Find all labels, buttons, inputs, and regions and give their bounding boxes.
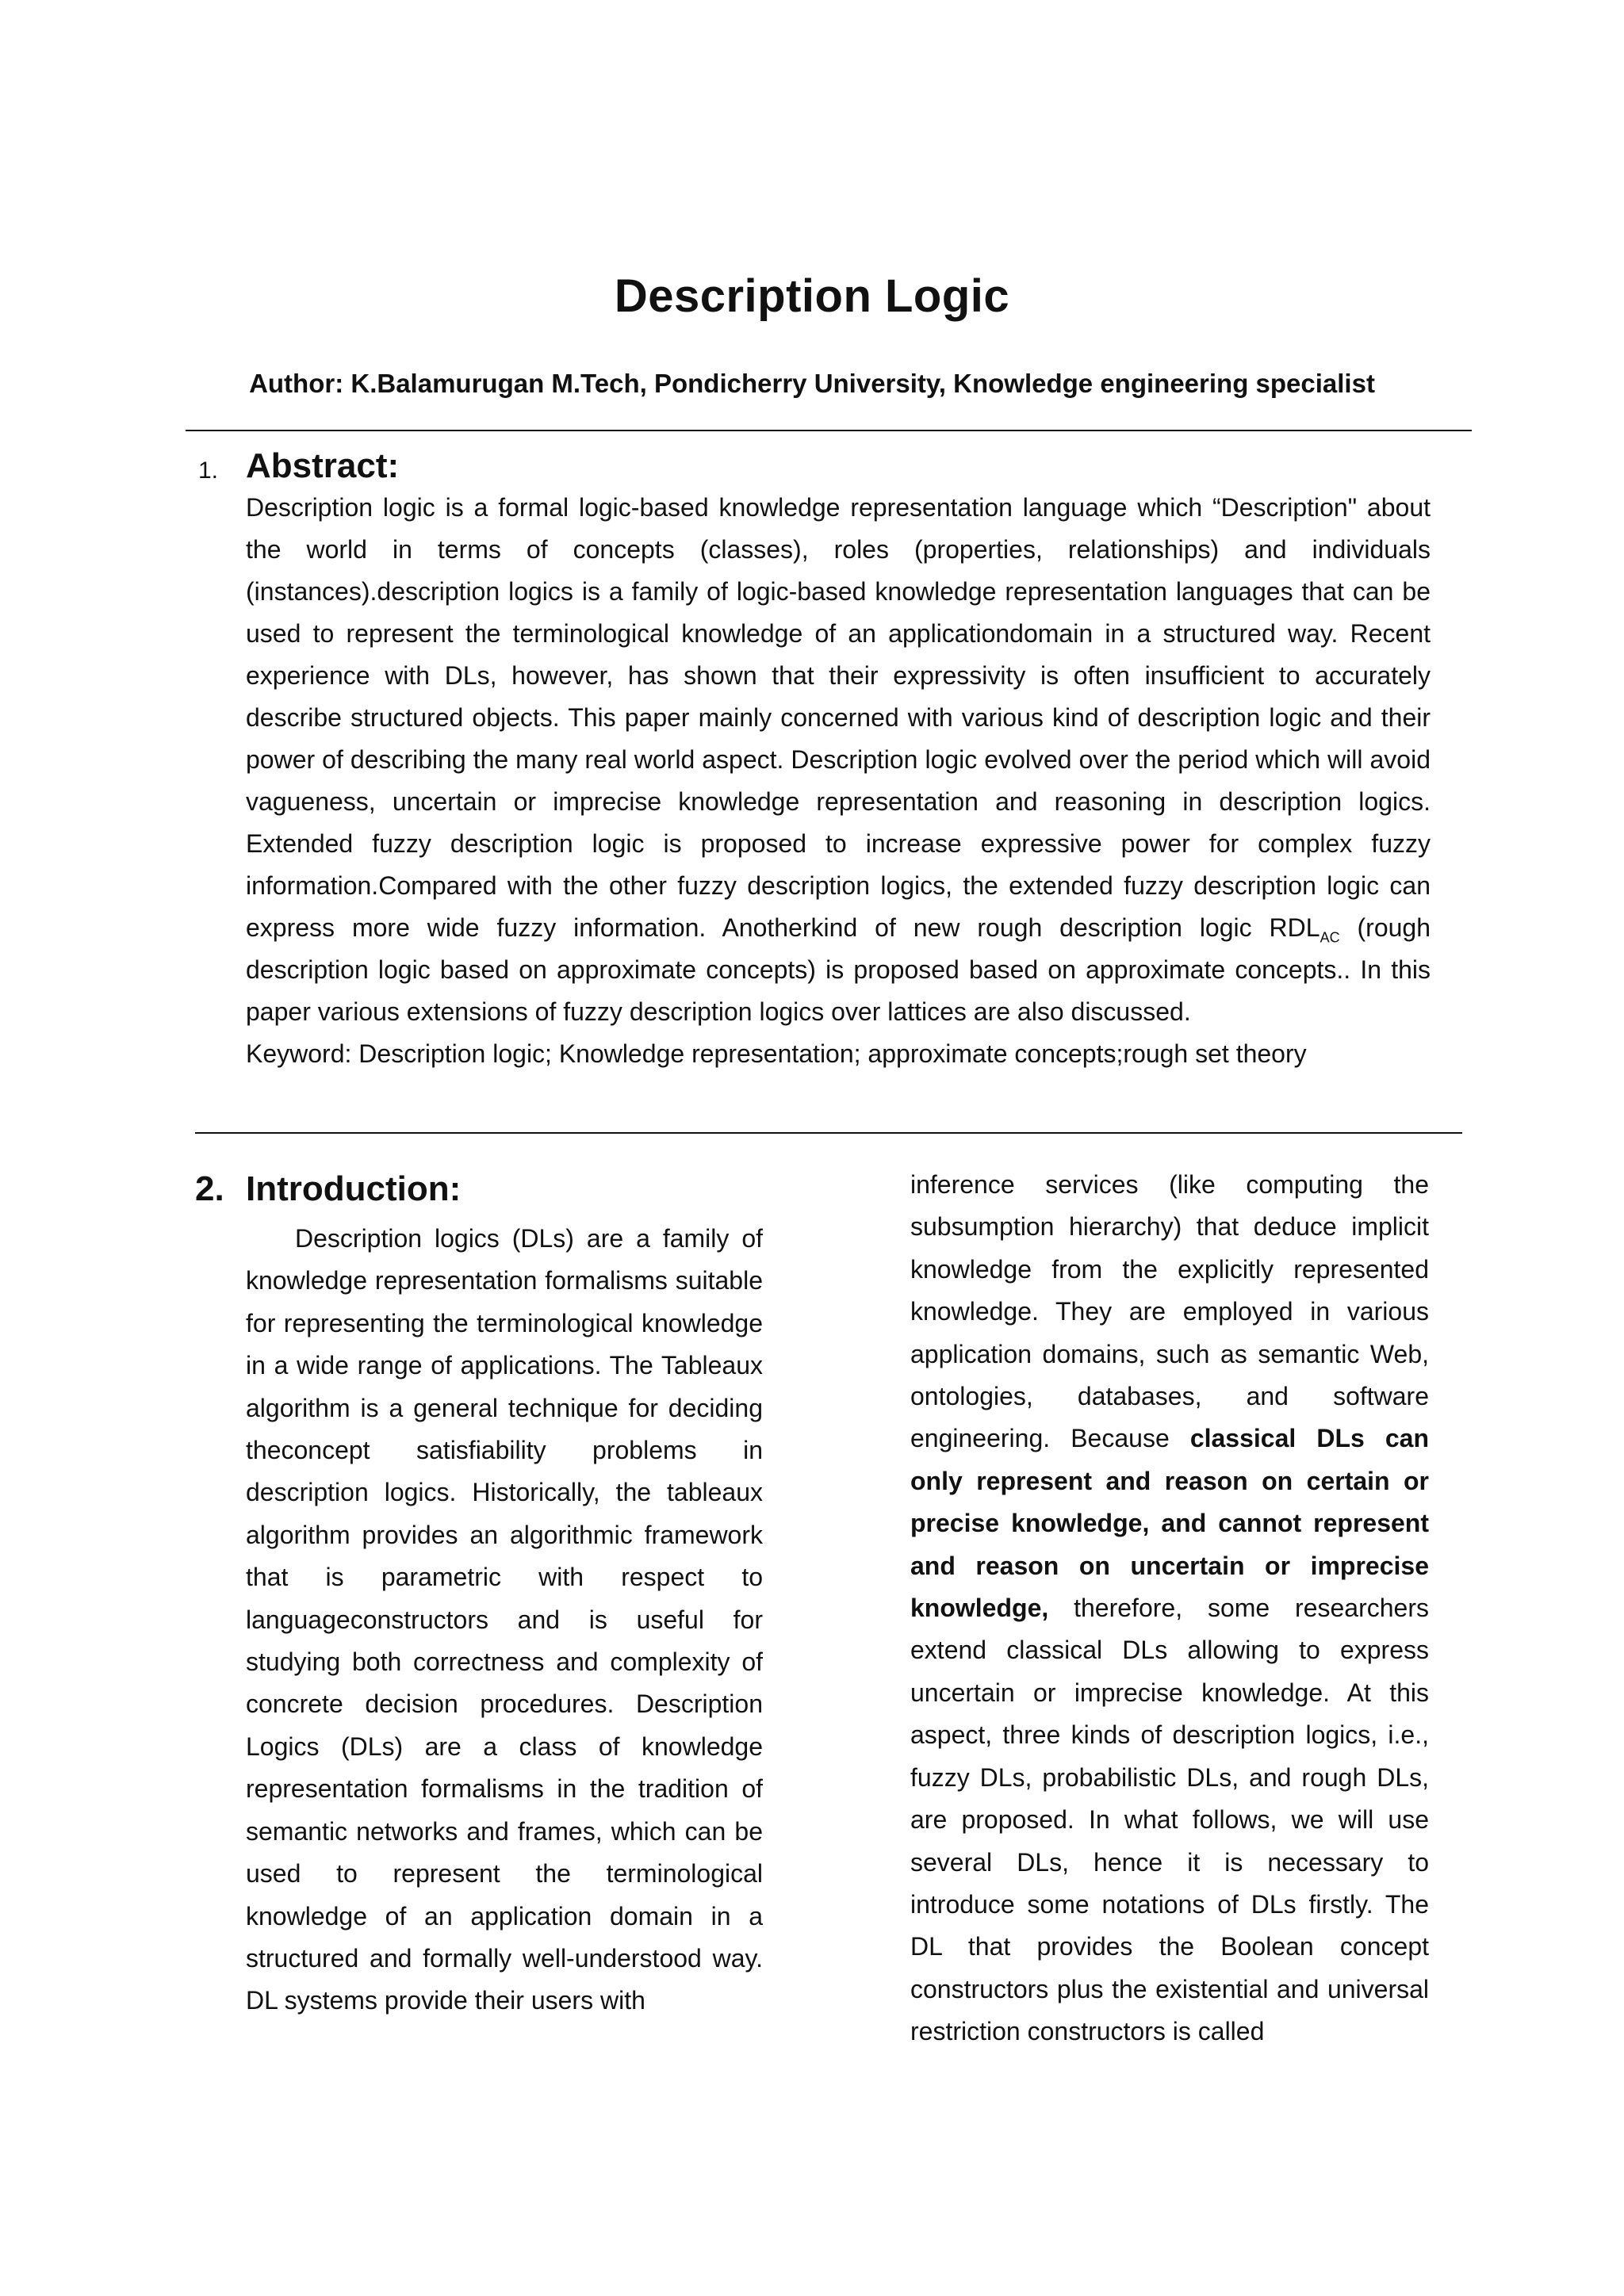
introduction-heading: Introduction: (246, 1169, 462, 1208)
abstract-subscript: AC (1320, 929, 1340, 946)
abstract-number: 1. (198, 457, 219, 484)
abstract-text-part1: Description logic is a formal logic-based knowledge representation language which “Description" about the world in terms of concepts (classes), roles (properties, relationships) and individuals (instances).description logics is a family of logic-based knowledge representation languages that can be used to represent the terminological knowledge of an applicationdomain in a structured way. Recent experience with DLs, however, has shown that their expressivity is often insufficient to accurately describe structured objects. This paper mainly concerned with various kind of description logic and their power of describing the many real world aspect. Description logic evolved over the period which will avoid vagueness, uncertain or imprecise knowledge representation and reasoning in description logics. Extended fuzzy description logic is proposed to increase expressive power for complex fuzzy information.Compared with the other fuzzy description logics, the extended fuzzy description logic can express more wide fuzzy information. Anotherkind of new rough description logic RDL (246, 493, 1431, 942)
right-text-part1: inference services (like computing the subsumption hierarchy) that deduce implicit knowledge from the explicitly represented knowledge. They are employed in various application domains, such as semantic Web, ontologies, databases, and software engineering. Because (910, 1170, 1429, 1453)
keywords-line: Keyword: Description logic; Knowledge representation; approximate concepts;rough set theory (246, 1039, 1307, 1068)
top-divider (186, 430, 1472, 431)
right-text-part2: therefore, some researchers extend classical DLs allowing to express uncertain or imprecise knowledge. At this aspect, three kinds of description logics, i.e., fuzzy DLs, probabilistic DLs, and rough DLs, are proposed. In what follows, we will use several DLs, hence it is necessary to introduce some notations of DLs firstly. The DL that provides the Boolean concept constructors plus the existential and universal restriction constructors is called (910, 1594, 1429, 2046)
introduction-left-paragraph: Description logics (DLs) are a family of knowledge representation formalisms suitable for representing the terminological knowledge in a wide range of applications. The Tableaux algorithm is a general technique for deciding theconcept satisfiability problems in description logics. Historically, the tableaux algorithm provides an algorithmic framework that is parametric with respect to languageconstructors and is useful for studying both correctness and complexity of concrete decision procedures. Description Logics (DLs) are a class of knowledge representation formalisms in the tradition of semantic networks and frames, which can be used to represent the terminological knowledge of an application domain in a structured and formally well-understood way. DL systems provide their users with (246, 1224, 763, 2015)
abstract-paragraph (246, 487, 1431, 1033)
abstract-heading: Abstract: (246, 446, 400, 485)
introduction-right-column (910, 1164, 1429, 2053)
abstract-body (246, 487, 1431, 1075)
introduction-number: 2. (195, 1169, 224, 1208)
introduction-right-paragraph (910, 1164, 1429, 2053)
abstract-text-part2: (rough description logic based on approximate concepts) is proposed based on approximate concepts.. In this paper various extensions of fuzzy description logics over lattices are also discussed. (246, 913, 1431, 1026)
right-text-bold: classical DLs can only represent and reason on certain or precise knowledge, and cannot represent and reason on uncertain or imprecise knowledge, (910, 1424, 1429, 1623)
paper-title: Description Logic (614, 270, 1010, 322)
author-line: Author: K.Balamurugan M.Tech, Pondicherry University, Knowledge engineering specialist (249, 369, 1375, 398)
section-divider (195, 1132, 1462, 1134)
introduction-left-column (246, 1218, 763, 2022)
